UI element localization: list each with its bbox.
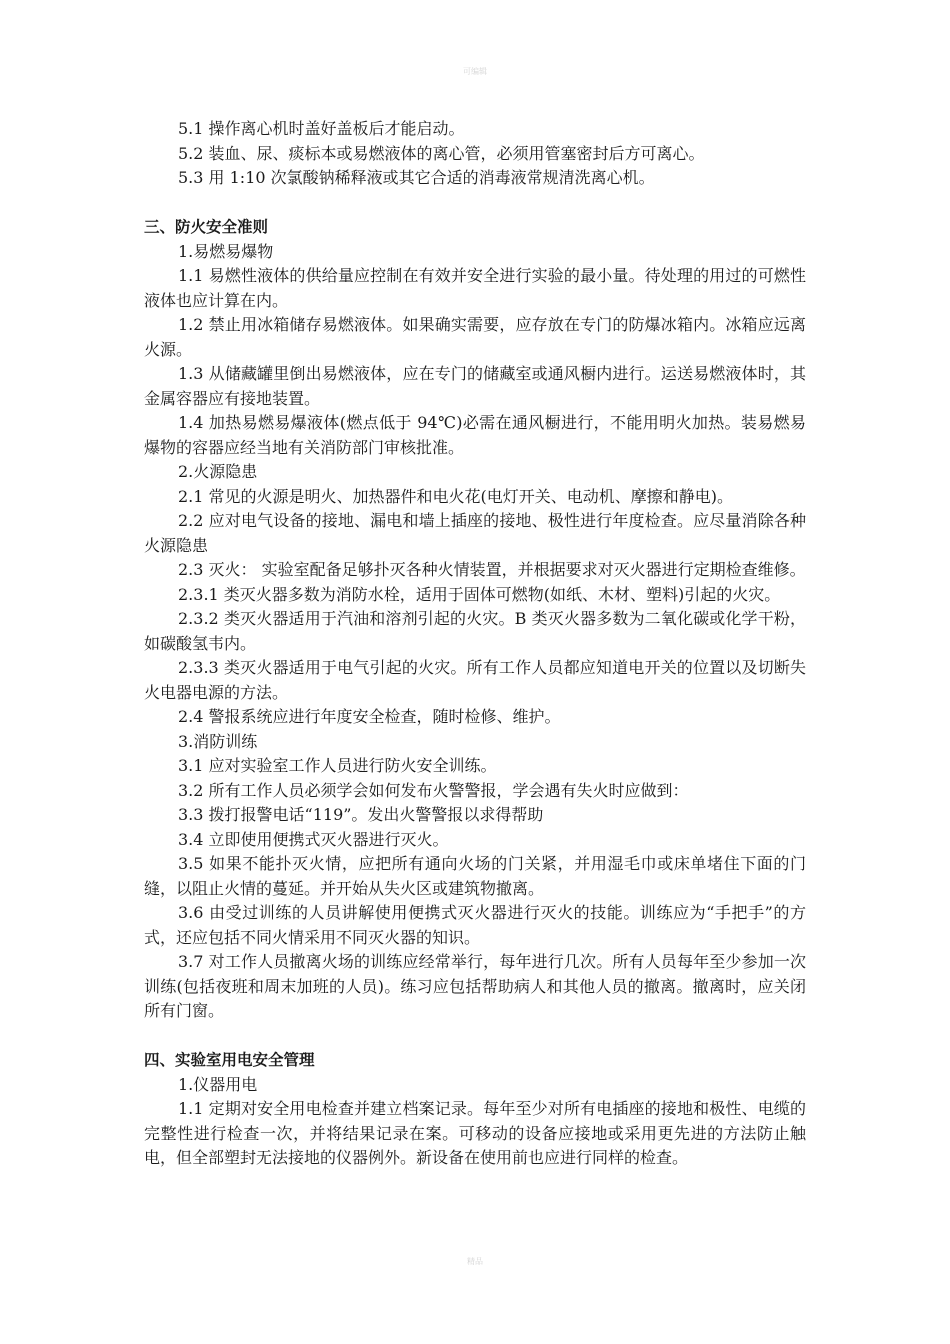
paragraph: 2.3.2 类灭火器适用于汽油和溶剂引起的火灾。B 类灭火器多数为二氧化碳或化学干粉，如碳酸氢韦内。	[144, 609, 806, 653]
paragraph: 5.2 装血、尿、痰标本或易燃液体的离心管，必须用管塞密封后方可离心。	[178, 143, 705, 163]
spacer	[144, 191, 806, 216]
paragraph: 3.4 立即使用便携式灭火器进行灭火。	[178, 829, 449, 849]
spacer	[144, 1024, 806, 1049]
paragraph: 3.1 应对实验室工作人员进行防火安全训练。	[178, 756, 497, 775]
section-heading: 四、实验室用电安全管理	[144, 1051, 315, 1069]
paragraph: 3.7 对工作人员撤离火场的训练应经常举行，每年进行几次。所有人员每年至少参加一次训练(包括夜班和周末加班的人员)。练习应包括帮助病人和其他人员的撤离。撤离时，应关闭所有门窗。	[144, 952, 806, 1020]
subsection-title: 1.仪器用电	[178, 1074, 258, 1094]
footer-watermark: 精品	[467, 1257, 483, 1266]
paragraph: 1.3 从储藏罐里倒出易燃液体，应在专门的储藏室或通风橱内进行。运送易燃液体时，其金属容器应有接地装置。	[144, 364, 806, 408]
paragraph: 1.2 禁止用冰箱储存易燃液体。如果确实需要，应存放在专门的防爆冰箱内。冰箱应远离火源。	[144, 315, 806, 359]
paragraph: 3.5 如果不能扑灭火情，应把所有通向火场的门关紧，并用湿毛巾或床单堵住下面的门缝，以阻止火情的蔓延。并开始从失火区或建筑物撤离。	[144, 854, 806, 898]
paragraph: 1.1 易燃性液体的供给量应控制在有效并安全进行实验的最小量。待处理的用过的可燃性液体也应计算在内。	[144, 266, 806, 310]
paragraph: 1.1 定期对安全用电检查并建立档案记录。每年至少对所有电插座的接地和极性、电缆的完整性进行检查一次，并将结果记录在案。可移动的设备应接地或采用更先进的方法防止触电，但全部塑封无法接地的仪器例外。新设备在使用前也应进行同样的检查。	[144, 1099, 806, 1167]
paragraph: 2.4 警报系统应进行年度安全检查，随时检修、维护。	[178, 707, 561, 726]
section-heading: 三、防火安全准则	[144, 218, 269, 236]
document-body	[144, 117, 806, 1171]
paragraph: 3.6 由受过训练的人员讲解使用便携式灭火器进行灭火的技能。训练应为“手把手”的方式，还应包括不同火情采用不同灭火器的知识。	[144, 903, 806, 947]
paragraph: 1.4 加热易燃易爆液体(燃点低于 94℃)必需在通风橱进行，不能用明火加热。装易燃易爆物的容器应经当地有关消防部门审核批准。	[144, 413, 806, 457]
paragraph: 3.2 所有工作人员必须学会如何发布火警警报，学会遇有失火时应做到：	[178, 780, 689, 800]
subsection-title: 2.火源隐患	[178, 462, 258, 481]
paragraph: 5.3 用 1:10 次氯酸钠稀释液或其它合适的消毒液常规清洗离心机。	[178, 168, 655, 187]
paragraph: 2.3.3 类灭火器适用于电气引起的火灾。所有工作人员都应知道电开关的位置以及切断失火电器电源的方法。	[144, 658, 806, 702]
paragraph: 2.2 应对电气设备的接地、漏电和墙上插座的接地、极性进行年度检查。应尽量消除各种火源隐患	[144, 511, 806, 555]
paragraph: 2.3 灭火： 实验室配备足够扑灭各种火情装置，并根据要求对灭火器进行定期检查维修。	[178, 560, 806, 579]
header-watermark: 可编辑	[463, 67, 487, 76]
paragraph: 2.3.1 类灭火器多数为消防水栓，适用于固体可燃物(如纸、木材、塑料)引起的火灾。	[178, 584, 781, 604]
subsection-title: 1.易燃易爆物	[178, 241, 274, 261]
subsection-title: 3.消防训练	[178, 731, 258, 751]
paragraph: 3.3 拨打报警电话“119”。发出火警警报以求得帮助	[178, 805, 544, 824]
paragraph: 5.1 操作离心机时盖好盖板后才能启动。	[178, 119, 465, 138]
paragraph: 2.1 常见的火源是明火、加热器件和电火花(电灯开关、电动机、摩擦和静电)。	[178, 486, 734, 506]
